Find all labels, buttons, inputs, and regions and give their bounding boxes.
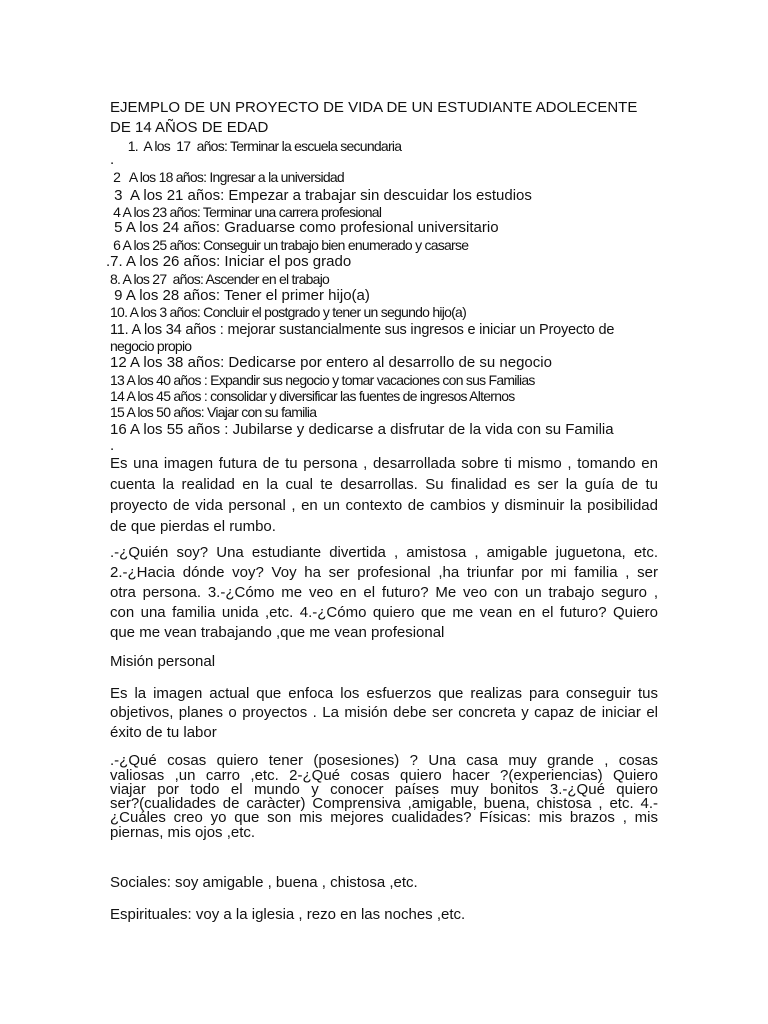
paragraph-line: .-¿Qué cosas quiero tener (posesiones) ? Una casa muy grande , cosas: [110, 752, 658, 769]
list-item: 12 A los 38 años: Dedicarse por entero al desarrollo de su negocio: [110, 354, 552, 371]
paragraph-line: cuenta la realidad en la cual te desarrollas. Su finalidad es ser la guía de tu: [110, 476, 658, 493]
list-item: negocio propio: [110, 338, 192, 354]
social-line: Sociales: soy amigable , buena , chistosa ,etc.: [110, 874, 418, 891]
list-item: 5 A los 24 años: Graduarse como profesional universitario: [110, 219, 499, 236]
paragraph-line: valiosas ,un carro ,etc. 2-¿Qué cosas quiero hacer ?(experiencias) Quiero: [110, 767, 658, 784]
list-item: 10. A los 3 años: Concluir el postgrado y tener un segundo hijo(a): [110, 304, 466, 320]
paragraph-line: Es la imagen actual que enfoca los esfuerzos que realizas para conseguir tus: [110, 685, 658, 702]
list-item: 4 A los 23 años: Terminar una carrera profesional: [110, 204, 382, 220]
paragraph-line: que me vean trabajando ,que me vean profesional: [110, 624, 445, 641]
list-item: 2 A los 18 años: Ingresar a la universidad: [110, 169, 344, 185]
paragraph-line: ¿Cuáles creo yo que son mis mejores cualidades? Físicas: mis brazos , mis: [110, 809, 658, 826]
list-item: .: [110, 437, 115, 454]
list-item: 14 A los 45 años : consolidar y diversificar las fuentes de ingresos Alternos: [110, 388, 515, 404]
list-item: 6 A los 25 años: Conseguir un trabajo bien enumerado y casarse: [110, 237, 469, 253]
paragraph-line: .-¿Quién soy? Una estudiante divertida , amistosa , amigable juguetona, etc.: [110, 544, 658, 561]
paragraph-line: objetivos, planes o proyectos . La misión debe ser concreta y capaz de iniciar el: [110, 704, 658, 721]
paragraph-line: proyecto de vida personal , en un contexto de cambios y disminuir la posibilidad: [110, 497, 658, 514]
paragraph-line: éxito de tu labor: [110, 724, 217, 741]
list-item: 15 A los 50 años: Viajar con su familia: [110, 404, 317, 420]
list-item: .: [110, 151, 115, 168]
list-item: 16 A los 55 años : Jubilarse y dedicarse a disfrutar de la vida con su Familia: [110, 421, 614, 438]
spiritual-line: Espirituales: voy a la iglesia , rezo en las noches ,etc.: [110, 906, 466, 923]
list-item: 9 A los 28 años: Tener el primer hijo(a): [110, 287, 370, 304]
list-item: 1. A los 17 años: Terminar la escuela secundaria: [112, 138, 402, 154]
paragraph-line: 2.-¿Hacia dónde voy? Voy ha ser profesional ,ha triunfar por mi familia , ser: [110, 564, 658, 581]
list-item: 13 A los 40 años : Expandir sus negocio y tomar vacaciones con sus Familias: [110, 372, 535, 388]
paragraph-line: con una familia unida ,etc. 4.-¿Cómo quiero que me vean en el futuro? Quiero: [110, 604, 658, 621]
paragraph-line: ser?(cualidades de caràcter) Comprensiva ,amigable, buena, chistosa , etc. 4.-: [110, 795, 658, 812]
paragraph-line: piernas, mis ojos ,etc.: [110, 824, 256, 841]
list-item: 3 A los 21 años: Empezar a trabajar sin descuidar los estudios: [110, 187, 532, 204]
paragraph-line: Es una imagen futura de tu persona , desarrollada sobre ti mismo , tomando en: [110, 455, 658, 472]
paragraph-line: otra persona. 3.-¿Cómo me veo en el futuro? Me veo con un trabajo seguro ,: [110, 584, 658, 601]
title-line-1: EJEMPLO DE UN PROYECTO DE VIDA DE UN ESTUDIANTE ADOLECENTE: [110, 99, 638, 116]
paragraph-line: viajar por todo el mundo y conocer países muy bonitos 3.-¿Qué quiero: [110, 781, 658, 798]
paragraph-line: de que pierdas el rumbo.: [110, 518, 276, 535]
list-item: 8. A los 27 años: Ascender en el trabajo: [110, 271, 330, 287]
section-heading: Misión personal: [110, 653, 216, 670]
title-line-2: DE 14 AÑOS DE EDAD: [110, 119, 269, 136]
list-item: .7. A los 26 años: Iniciar el pos grado: [106, 253, 352, 270]
list-item: 11. A los 34 años : mejorar sustancialmente sus ingresos e iniciar un Proyecto de: [110, 322, 615, 338]
